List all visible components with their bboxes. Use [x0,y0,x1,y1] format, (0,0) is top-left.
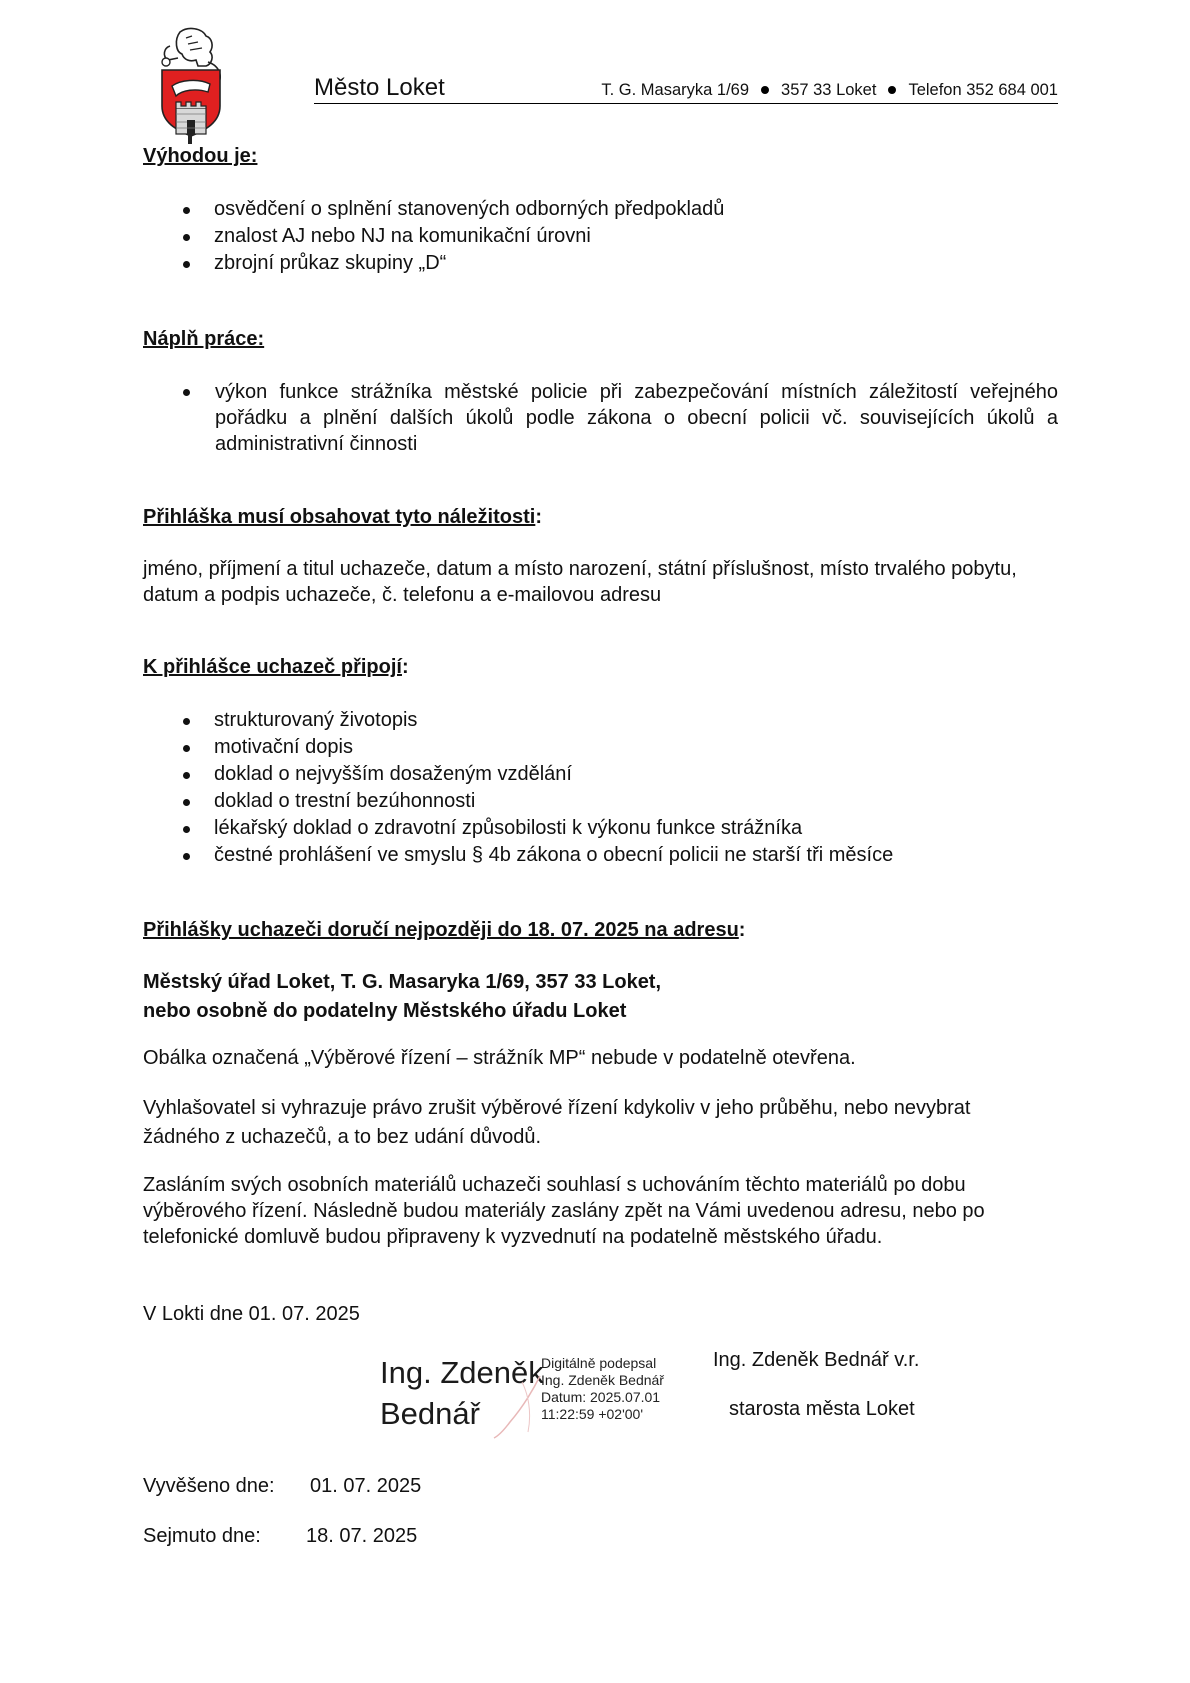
place-date: V Lokti dne 01. 07. 2025 [143,1303,360,1325]
right-reserved-note: Vyhlašovatel si vyhrazuje právo zrušit výběrové řízení kdykoliv v jeho průběhu, nebo nevybrat žádného z uchazečů, a to bez udání důvodů. [143,1097,971,1148]
list-item: doklad o trestní bezúhonnosti [186,788,893,815]
header-divider [314,103,1058,104]
advantage-list [186,196,724,277]
envelope-note: Obálka označená „Výběrové řízení – strážník MP“ nebude v podatelně otevřena. [143,1047,856,1069]
loket-coat-of-arms-icon [150,26,234,144]
attachments-list [186,707,893,869]
header-address: T. G. Masaryka 1/69 [601,81,750,99]
posted-label: Vyvěšeno dne: [143,1475,275,1497]
list-item: znalost AJ nebo NJ na komunikační úrovni [186,223,724,250]
delivery-address [143,968,661,1026]
removed-label: Sejmuto dne: [143,1525,261,1547]
advantage-heading: Výhodou je: [143,145,258,167]
separator-dot-icon [761,86,769,94]
list-item: čestné prohlášení ve smyslu § 4b zákona o obecní policii ne starší tři měsíce [186,842,893,869]
attachments-heading: K přihlášce uchazeč připojí: [143,656,409,678]
separator-dot-icon [888,86,896,94]
job-description: výkon funkce strážníka městské policie při zabezpečování místních záležitostí veřejného pořádku a plnění dalších úkolů podle zákona o obecní policii vč. souvisejících úkolů a administrativní činnosti [215,381,1058,455]
header-postcode: 357 33 Loket [781,81,877,99]
town-name: Město Loket [314,74,445,101]
application-heading: Přihláška musí obsahovat tyto náležitosti: [143,506,542,528]
delivery-address-line2: nebo osobně do podatelny Městského úřadu Loket [143,1000,627,1022]
digital-signature-name: Ing. Zdeněk Bednář [380,1355,544,1431]
delivery-address-line1: Městský úřad Loket, T. G. Masaryka 1/69, 357 33 Loket, [143,971,662,993]
application-text: jméno, příjmení a titul uchazeče, datum a místo narození, státní příslušnost, místo trvalého pobytu, datum a podpis uchazeče, č. telefonu a e-mailovou adresu [143,558,1017,606]
header-phone: Telefon 352 684 001 [908,81,1058,99]
job-heading: Náplň práce: [143,328,265,350]
delivery-heading: Přihlášky uchazeči doručí nejpozději do 18. 07. 2025 na adresu: [143,919,746,941]
list-item: doklad o nejvyšším dosaženým vzdělání [186,761,893,788]
signatory-name: Ing. Zdeněk Bednář v.r. [713,1349,920,1371]
list-item: lékařský doklad o zdravotní způsobilosti k výkonu funkce strážníka [186,815,893,842]
posted-date: 01. 07. 2025 [310,1475,422,1497]
list-item: motivační dopis [186,734,893,761]
removed-date: 18. 07. 2025 [306,1525,418,1547]
signatory-role: starosta města Loket [729,1398,915,1420]
digital-signature-details: Digitálně podepsal Ing. Zdeněk Bednář Datum: 2025.07.01 11:22:59 +02'00' [541,1355,664,1422]
list-item: osvědčení o splnění stanovených odborných předpokladů [186,196,724,223]
list-item: zbrojní průkaz skupiny „D“ [186,250,724,277]
list-item: strukturovaný životopis [186,707,893,734]
header-contact [601,81,1058,100]
bullet-icon [183,389,190,396]
materials-note: Zasláním svých osobních materiálů uchazeči souhlasí s uchováním těchto materiálů po dobu výběrového řízení. Následně budou materiály zaslány zpět na Vámi uvedenou adresu, nebo po telefonické domluvě budou připraveny k vyzvednutí na podatelně městského úřadu. [143,1174,985,1248]
